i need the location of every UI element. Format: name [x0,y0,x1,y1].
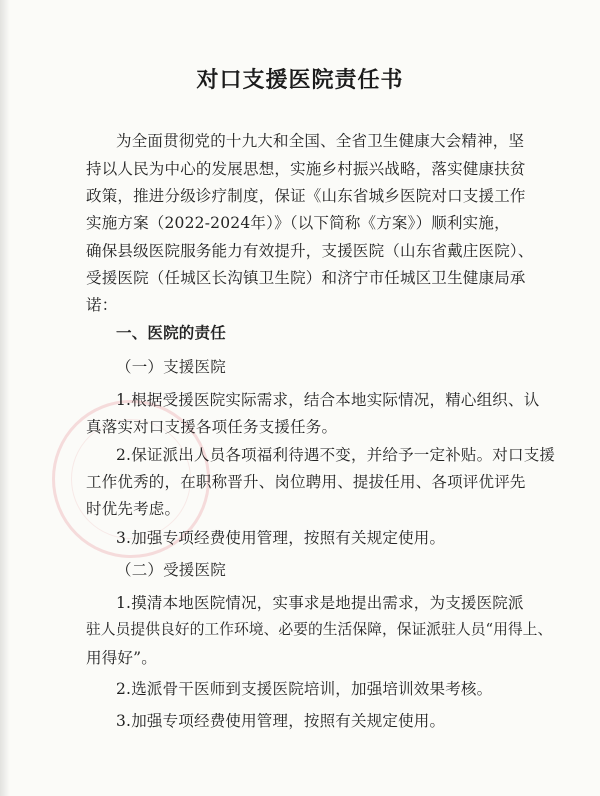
intro-line: 政策，推进分级诊疗制度，保证《山东省城乡医院对口支援工作 [86,187,526,205]
clause-line: 驻人员提供良好的工作环境、必要的生活保障，保证派驻人员“用得上、 [86,621,553,638]
clause-line: 真落实对口支援各项任务支援任务。 [86,418,338,436]
clause-line: 1.摸清本地医院情况，实事求是地提出需求，为支援医院派 [116,594,524,612]
clause-line: 3.加强专项经费使用管理，按照有关规定使用。 [116,529,446,547]
scan-edge-shadow [0,0,10,796]
intro-line: 持以人民为中心的发展思想，实施乡村振兴战略，落实健康扶贫 [86,160,526,178]
clause-line: 1.根据受援医院实际需求，结合本地实际情况，精心组织、认 [116,391,540,409]
intro-line: 为全面贯彻党的十九大和全国、全省卫生健康大会精神，坚 [116,132,525,150]
intro-line: 诺： [86,296,118,314]
section-heading: 一、医院的责任 [116,323,226,342]
clause-line: 时优先考虑。 [86,500,181,518]
subsection-heading: （二）受援医院 [116,561,226,579]
clause-line: 用得好”。 [86,649,157,667]
document-title: 对口支援医院责任书 [196,67,404,93]
intro-line: 确保县级医院服务能力有效提升，支援医院（山东省戴庄医院）、 [86,242,534,260]
intro-line: 实施方案（2022-2024年）》（以下简称《方案》）顺利实施， [86,214,510,232]
clause-line: 3.加强专项经费使用管理，按照有关规定使用。 [116,712,446,730]
clause-line: 工作优秀的，在职称晋升、岗位聘用、提拔任用、各项评优评先 [86,473,526,491]
intro-line: 受援医院（任城区长沟镇卫生院）和济宁市任城区卫生健康局承 [86,269,526,287]
clause-line: 2.选派骨干医师到支援医院培训，加强培训效果考核。 [116,680,493,698]
clause-line: 2.保证派出人员各项福利待遇不变，并给予一定补贴。对口支援 [116,446,556,464]
subsection-heading: （一）支援医院 [116,358,226,376]
